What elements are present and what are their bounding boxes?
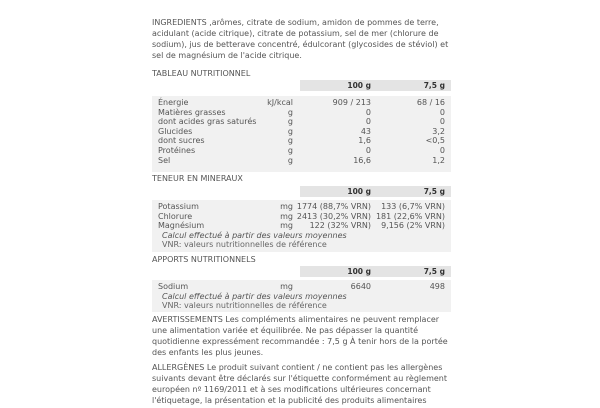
value-portion: <0,5 — [425, 136, 445, 146]
value-portion: 0 — [439, 145, 445, 155]
table-row — [152, 221, 451, 231]
value-100g: 16,6 — [353, 155, 371, 165]
table-row — [152, 292, 451, 302]
row-unit: mg — [280, 211, 293, 221]
allergens-text: ALLERGÈNES Le produit suivant contient / ne contient pas les allergènes suivants devant être déclarés sur l'étiquette conformément au règlement européen nº 1169/2011 et à ses modifications ultérieures concernant l'étiquetage, la présentation et la publicité des produits alimentaires — [152, 363, 447, 405]
row-label: Chlorure — [158, 211, 193, 221]
value-portion: 68 / 16 — [416, 98, 445, 107]
table-row — [152, 212, 451, 222]
row-label: Sodium — [158, 282, 189, 291]
row-label: Magnésium — [158, 221, 205, 231]
row-unit: g — [287, 126, 293, 136]
value-100g: 6640 — [350, 282, 371, 291]
vnr-note: VNR: valeurs nutritionnelles de référence — [162, 301, 327, 311]
row-unit: g — [287, 145, 293, 155]
warnings-text: AVERTISSEMENTS Les compléments alimentaires ne peuvent remplacer une alimentation variée et équilibrée. Ne pas dépasser la quantité quotidienne expressément recommandée : 7,5 g À tenir hors de la portée des enfants les plus jeunes. — [152, 315, 448, 357]
row-label: Sel — [158, 155, 171, 165]
table-row — [152, 146, 451, 156]
table-row — [152, 231, 451, 241]
table-row — [152, 98, 451, 108]
col-portion: 7,5 g — [423, 187, 445, 196]
value-portion: 9,156 (2% VRN) — [381, 221, 445, 231]
apports-title: APPORTS NUTRITIONNELS — [152, 255, 256, 264]
minerals-header — [300, 186, 451, 197]
value-100g: 122 (32% VRN) — [309, 221, 371, 231]
value-100g: 1,6 — [358, 136, 371, 146]
value-100g: 1774 (88,7% VRN) — [296, 202, 371, 211]
ingredients-text: INGREDIENTS ,arômes, citrate de sodium, amidon de pommes de terre, acidulant (acide citrique), citrate de potassium, sel de mer (chlorure de sodium), jus de betterave concentré, édulcorant (glycosides de stéviol) et sel de magnésium de l'acide citrique. — [152, 18, 449, 60]
value-portion: 3,2 — [432, 126, 445, 136]
row-unit: g — [287, 107, 293, 117]
minerals-table — [152, 200, 451, 252]
table-row — [152, 117, 451, 127]
col-portion: 7,5 g — [423, 81, 445, 90]
row-label: Protéines — [158, 145, 196, 155]
nutrition-table — [152, 96, 451, 172]
minerals-title: TENEUR EN MINERAUX — [152, 174, 243, 183]
row-unit: g — [287, 155, 293, 165]
nutrition-title: TABLEAU NUTRITIONNEL — [152, 69, 251, 78]
nutrition-header — [300, 80, 451, 91]
row-unit: kJ/kcal — [267, 98, 293, 107]
col-portion: 7,5 g — [423, 267, 445, 276]
row-unit: g — [287, 136, 293, 146]
table-row — [152, 202, 451, 212]
col-100g: 100 g — [347, 267, 371, 276]
row-label: Glucides — [158, 126, 193, 136]
value-portion: 181 (22,6% VRN) — [375, 211, 445, 221]
apports-header — [300, 266, 451, 277]
table-row — [152, 136, 451, 146]
value-100g: 43 — [360, 126, 371, 136]
row-label: dont acides gras saturés — [158, 117, 257, 127]
row-unit: mg — [280, 221, 293, 231]
value-100g: 0 — [365, 107, 371, 117]
value-portion: 498 — [429, 282, 445, 291]
calc-note: Calcul effectué à partir des valeurs moyennes — [162, 291, 347, 301]
col-100g: 100 g — [347, 187, 371, 196]
value-portion: 133 (6,7% VRN) — [381, 202, 445, 211]
row-unit: mg — [280, 282, 293, 291]
table-row — [152, 282, 451, 292]
row-unit: g — [287, 117, 293, 127]
row-unit: mg — [280, 202, 293, 211]
value-100g: 0 — [365, 117, 371, 127]
value-portion: 0 — [439, 117, 445, 127]
vnr-note: VNR: valeurs nutritionnelles de référence — [162, 240, 327, 250]
row-label: dont sucres — [158, 136, 205, 146]
table-row — [152, 127, 451, 137]
row-label: Énergie — [158, 98, 189, 107]
calc-note: Calcul effectué à partir des valeurs moyennes — [162, 230, 347, 240]
apports-table — [152, 280, 451, 312]
value-100g: 0 — [365, 145, 371, 155]
value-portion: 0 — [439, 107, 445, 117]
value-100g: 2413 (30,2% VRN) — [296, 211, 371, 221]
value-portion: 1,2 — [432, 155, 445, 165]
col-100g: 100 g — [347, 81, 371, 90]
table-row — [152, 108, 451, 118]
table-row — [152, 240, 451, 250]
table-row — [152, 156, 451, 166]
row-label: Potassium — [158, 202, 199, 211]
value-100g: 909 / 213 — [332, 98, 371, 107]
table-row — [152, 301, 451, 311]
row-label: Matières grasses — [158, 107, 226, 117]
